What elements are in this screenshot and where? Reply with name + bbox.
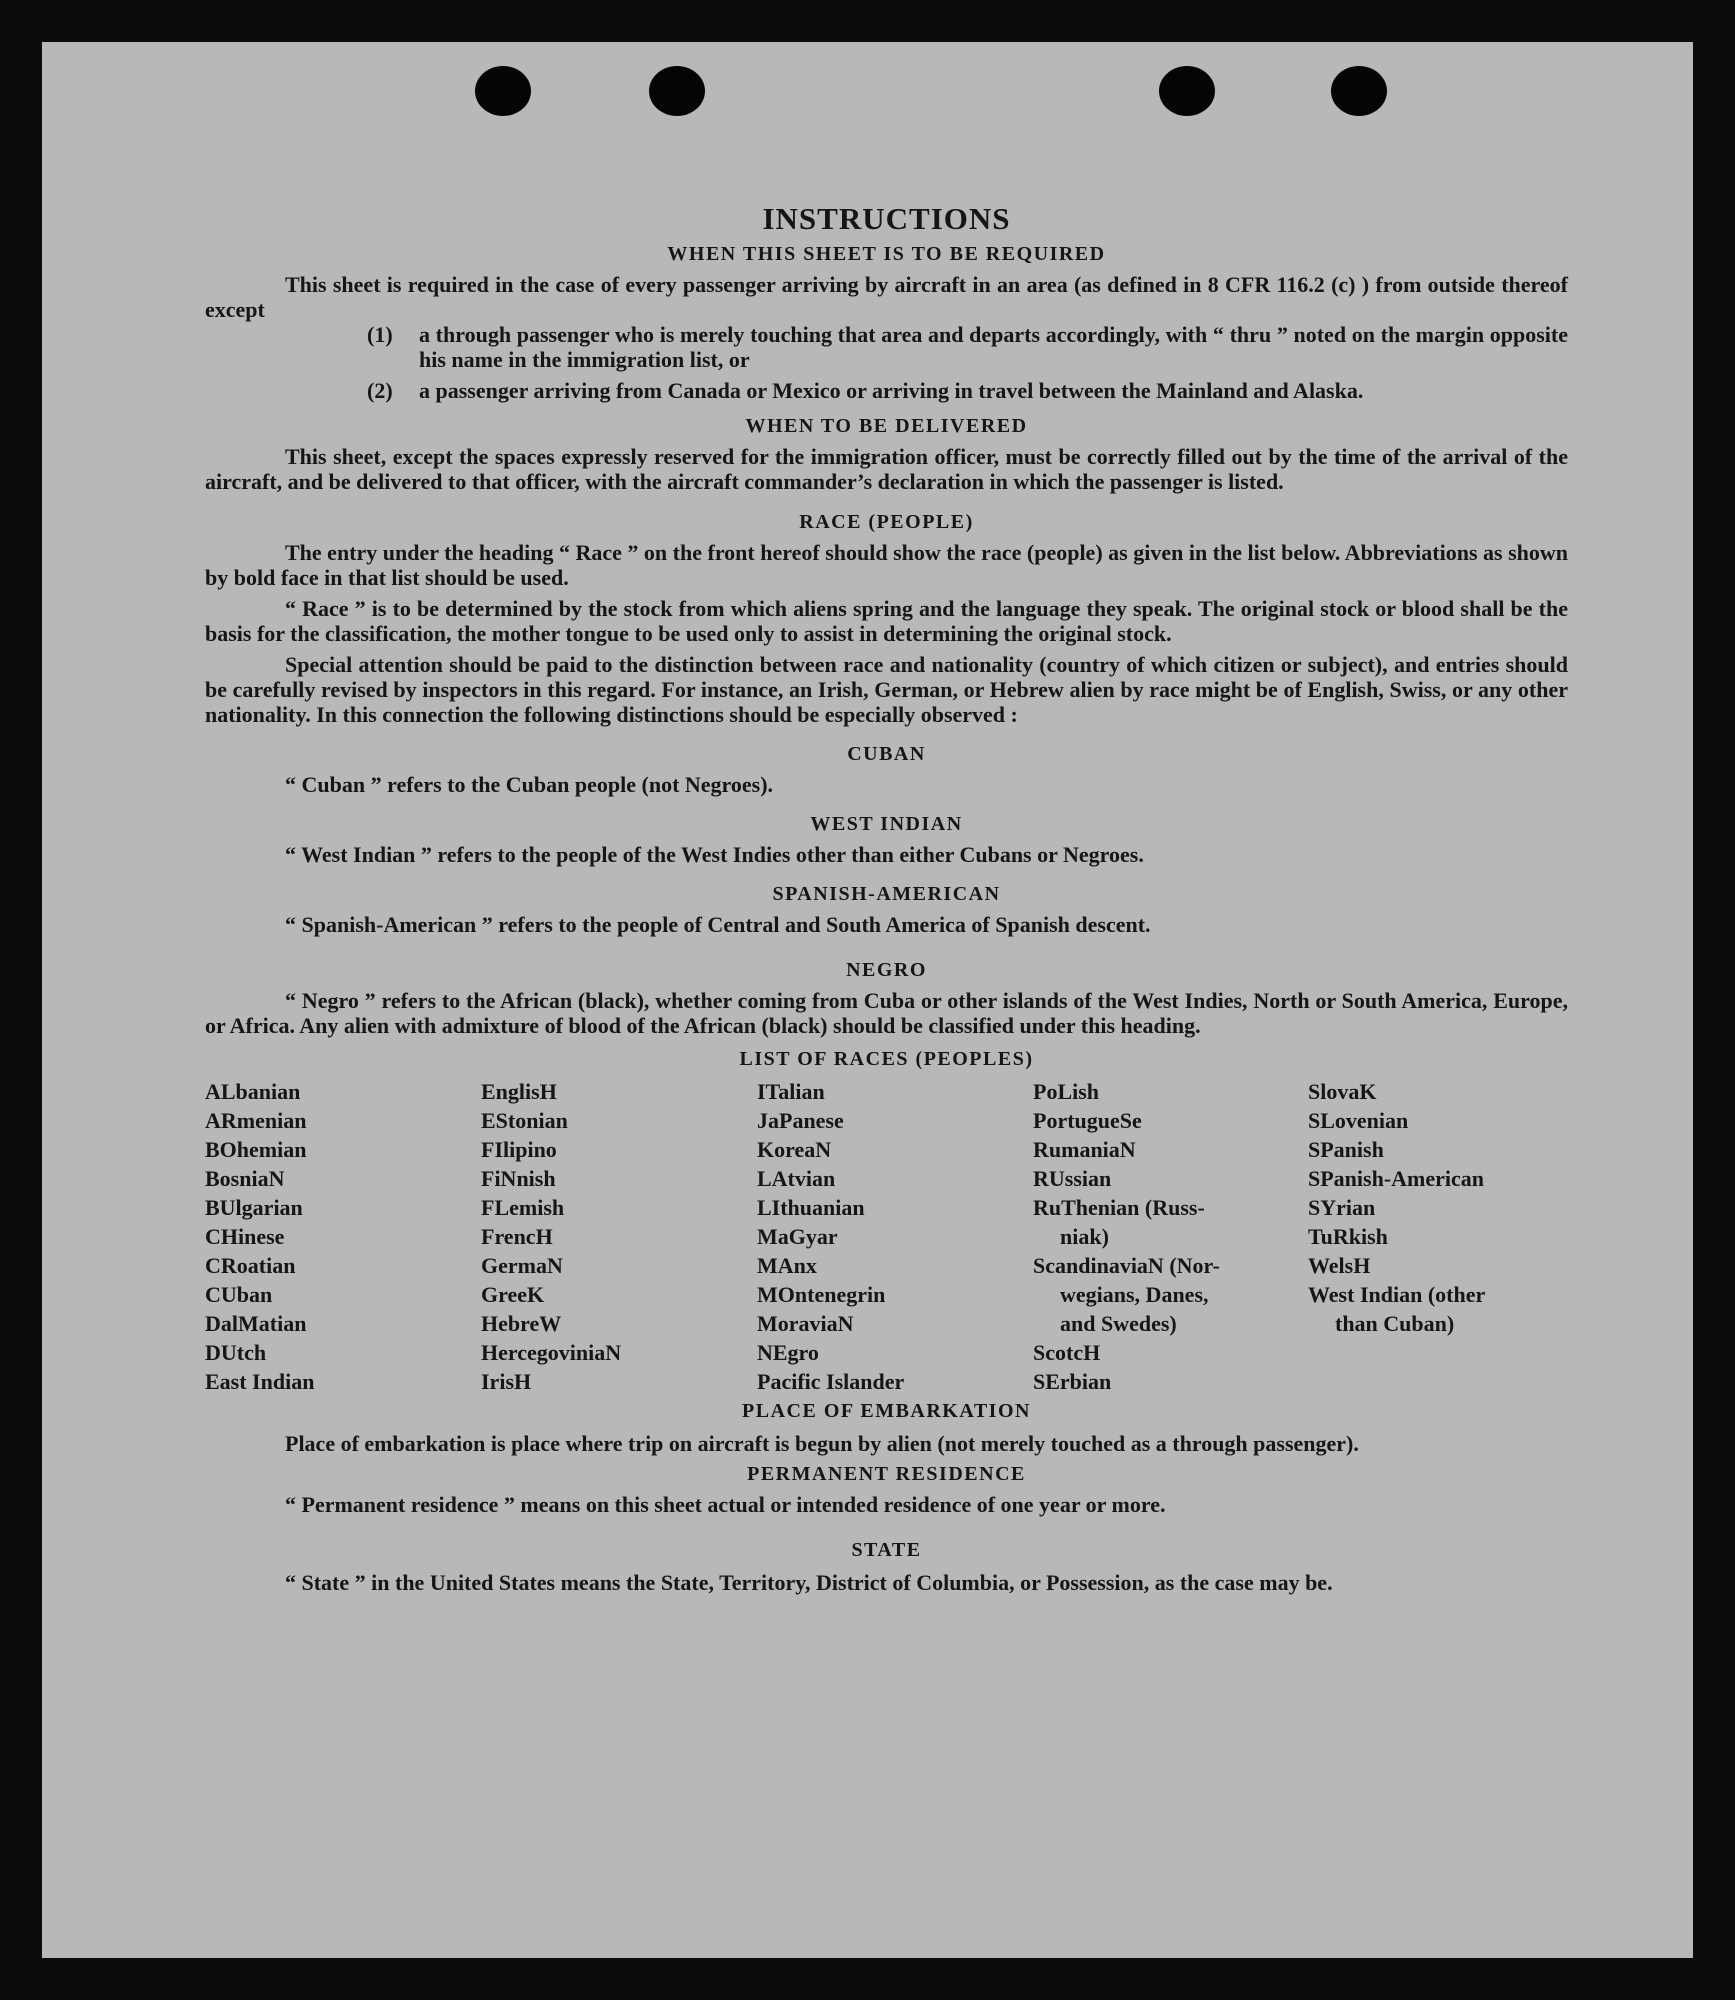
race-entry: BUlgarian bbox=[205, 1195, 303, 1220]
race-entry: SLovenian bbox=[1308, 1108, 1409, 1133]
race-entry: LIthuanian bbox=[757, 1195, 865, 1220]
races-list bbox=[205, 1077, 1568, 1396]
race-entry: ScotcH bbox=[1033, 1340, 1101, 1365]
section-heading-list-of-races: LIST OF RACES (PEOPLES) bbox=[739, 1048, 1034, 1070]
document-sheet bbox=[42, 42, 1693, 1958]
race-entry: IrisH bbox=[481, 1369, 532, 1394]
race-entry-continuation: wegians, Danes, bbox=[1060, 1282, 1209, 1307]
section-heading-race: RACE (PEOPLE) bbox=[799, 511, 974, 533]
race-entry: PoLish bbox=[1033, 1079, 1100, 1104]
race-entry: ARmenian bbox=[205, 1108, 307, 1133]
race-entry: SPanish bbox=[1308, 1137, 1384, 1162]
section-heading-spanish-american: SPANISH-AMERICAN bbox=[772, 883, 1001, 905]
exception-item bbox=[367, 322, 1568, 372]
permanent-residence-text: “ Permanent residence ” means on this sheet actual or intended residence of one year or more. bbox=[285, 1492, 1166, 1517]
race-entry: CRoatian bbox=[205, 1253, 296, 1278]
race-entry: SPanish-American bbox=[1308, 1166, 1484, 1191]
race-entry: SErbian bbox=[1033, 1369, 1112, 1394]
section-heading-embarkation: PLACE OF EMBARKATION bbox=[742, 1400, 1031, 1422]
race-entry: East Indian bbox=[205, 1369, 315, 1394]
when-delivered-text: This sheet, except the spaces expressly reserved for the immigration officer, must be correctly filled out by the time of the arrival of the aircraft, and be delivered to that officer, with the aircraft commander’s declaration in which the passenger is listed. bbox=[205, 444, 1568, 494]
section-heading-west-indian: WEST INDIAN bbox=[810, 813, 963, 835]
exception-text: a through passenger who is merely touching that area and departs accordingly, with “ thru ” noted on the margin opposite his name in the immigration list, or bbox=[419, 322, 1568, 372]
race-entry-continuation: niak) bbox=[1060, 1224, 1109, 1249]
section-heading-permanent-residence: PERMANENT RESIDENCE bbox=[747, 1463, 1026, 1485]
race-entry: HebreW bbox=[481, 1311, 562, 1336]
race-entry: PortugueSe bbox=[1033, 1108, 1142, 1133]
race-entry: FiNnish bbox=[481, 1166, 556, 1191]
race-entry: TuRkish bbox=[1308, 1224, 1388, 1249]
race-entry: ITalian bbox=[757, 1079, 825, 1104]
race-entry: JaPanese bbox=[757, 1108, 844, 1133]
races-column bbox=[1033, 1077, 1308, 1396]
section-heading-negro: NEGRO bbox=[846, 959, 927, 981]
race-entry: EStonian bbox=[481, 1108, 568, 1133]
west-indian-text: “ West Indian ” refers to the people of the West Indies other than either Cubans or Negroes. bbox=[285, 842, 1144, 867]
race-entry: FLemish bbox=[481, 1195, 565, 1220]
race-entry: RUssian bbox=[1033, 1166, 1112, 1191]
punch-hole bbox=[475, 66, 531, 116]
punch-hole bbox=[649, 66, 705, 116]
race-entry: BosniaN bbox=[205, 1166, 285, 1191]
race-entry: MAnx bbox=[757, 1253, 817, 1278]
race-entry: KoreaN bbox=[757, 1137, 832, 1162]
race-paragraph: Special attention should be paid to the distinction between race and nationality (country of which citizen or subject), and entries should be carefully revised by inspectors in this regard. For instance, an Irish, German, or Hebrew alien by race might be of English, Swiss, or any other nationality. In this connection the following distinctions should be especially observed : bbox=[205, 652, 1568, 727]
exception-number: (2) bbox=[367, 378, 393, 403]
race-entry: HercegoviniaN bbox=[481, 1340, 622, 1365]
race-entry: MoraviaN bbox=[757, 1311, 854, 1336]
race-entry: FrencH bbox=[481, 1224, 553, 1249]
race-entry: DalMatian bbox=[205, 1311, 307, 1336]
exception-number: (1) bbox=[367, 322, 393, 347]
race-entry: RuThenian (Russ- bbox=[1033, 1195, 1205, 1220]
when-required-intro: This sheet is required in the case of every passenger arriving by aircraft in an area (as defined in 8 CFR 116.2 (c) ) from outside thereof except bbox=[205, 272, 1568, 322]
state-text: “ State ” in the United States means the State, Territory, District of Columbia, or Possession, as the case may be. bbox=[285, 1570, 1333, 1595]
race-entry: CHinese bbox=[205, 1224, 285, 1249]
exception-item bbox=[367, 378, 1568, 403]
race-entry: West Indian (other bbox=[1308, 1282, 1486, 1307]
section-heading-when-required: WHEN THIS SHEET IS TO BE REQUIRED bbox=[667, 243, 1106, 265]
race-entry: SlovaK bbox=[1308, 1079, 1377, 1104]
race-entry: NEgro bbox=[757, 1340, 819, 1365]
punch-hole bbox=[1331, 66, 1387, 116]
race-entry: WelsH bbox=[1308, 1253, 1371, 1278]
race-entry: MaGyar bbox=[757, 1224, 838, 1249]
race-paragraph: “ Race ” is to be determined by the stock from which aliens spring and the language they speak. The original stock or blood shall be the basis for the classification, the mother tongue to be used only to assist in determining the original stock. bbox=[205, 596, 1568, 646]
races-column bbox=[205, 1077, 481, 1396]
race-entry: LAtvian bbox=[757, 1166, 836, 1191]
race-entry: GermaN bbox=[481, 1253, 563, 1278]
race-entry: ScandinaviaN (Nor- bbox=[1033, 1253, 1220, 1278]
instructions-content bbox=[205, 161, 1568, 1598]
race-entry: Pacific Islander bbox=[757, 1369, 905, 1394]
races-column bbox=[757, 1077, 1033, 1396]
exception-text: a passenger arriving from Canada or Mexico or arriving in travel between the Mainland and Alaska. bbox=[419, 378, 1364, 403]
race-entry-continuation: and Swedes) bbox=[1060, 1311, 1177, 1336]
page-title: INSTRUCTIONS bbox=[762, 201, 1011, 236]
section-heading-state: STATE bbox=[851, 1539, 922, 1561]
race-entry: ALbanian bbox=[205, 1079, 301, 1104]
section-heading-cuban: CUBAN bbox=[847, 743, 926, 765]
race-paragraph: The entry under the heading “ Race ” on the front hereof should show the race (people) as given in the list below. Abbreviations as shown by bold face in that list should be used. bbox=[205, 540, 1569, 590]
cuban-text: “ Cuban ” refers to the Cuban people (not Negroes). bbox=[285, 772, 774, 797]
race-entry: GreeK bbox=[481, 1282, 545, 1307]
spanish-american-text: “ Spanish-American ” refers to the people of Central and South America of Spanish descent. bbox=[285, 912, 1151, 937]
races-column bbox=[481, 1077, 757, 1396]
negro-text: “ Negro ” refers to the African (black), whether coming from Cuba or other islands of the West Indies, North or South America, Europe, or Africa. Any alien with admixture of blood of the African (black) should be classified under this heading. bbox=[205, 988, 1568, 1038]
race-entry: MOntenegrin bbox=[757, 1282, 886, 1307]
race-entry: BOhemian bbox=[205, 1137, 307, 1162]
race-entry: EnglisH bbox=[481, 1079, 557, 1104]
section-heading-when-delivered: WHEN TO BE DELIVERED bbox=[745, 415, 1028, 437]
race-entry: SYrian bbox=[1308, 1195, 1376, 1220]
race-entry: RumaniaN bbox=[1033, 1137, 1136, 1162]
races-column bbox=[1308, 1077, 1568, 1396]
race-entry: DUtch bbox=[205, 1340, 267, 1365]
race-entry-continuation: than Cuban) bbox=[1335, 1311, 1455, 1336]
race-entry: CUban bbox=[205, 1282, 273, 1307]
race-entry: FIlipino bbox=[481, 1137, 557, 1162]
punch-hole bbox=[1159, 66, 1215, 116]
embarkation-text: Place of embarkation is place where trip on aircraft is begun by alien (not merely touched as a through passenger). bbox=[285, 1431, 1359, 1456]
